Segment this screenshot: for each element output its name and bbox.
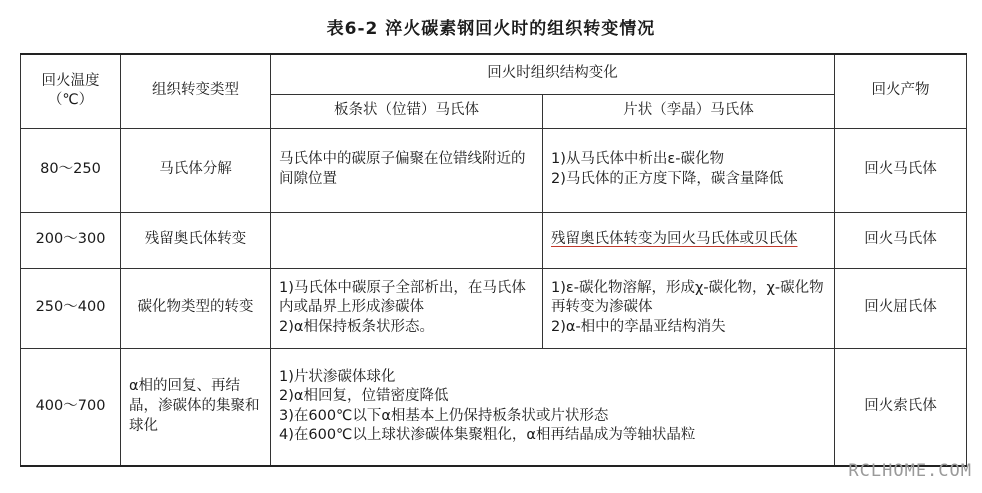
row-temp: 400～700 xyxy=(21,348,121,466)
row-plate-line: 2)α-相中的孪晶亚结构消失 xyxy=(551,318,726,335)
header-type: 组织转变类型 xyxy=(121,54,271,128)
row-merged xyxy=(271,348,835,466)
row-type: 残留奥氏体转变 xyxy=(121,212,271,268)
row-plate-line: 2)马氏体的正方度下降，碳含量降低 xyxy=(551,171,784,187)
table-row xyxy=(21,128,967,212)
row-merged-line: 4)在600℃以上球状渗碳体集聚粗化，α相再结晶成为等轴状晶粒 xyxy=(279,427,696,444)
row-type: α相的回复、再结晶，渗碳体的集聚和球化 xyxy=(121,348,271,466)
table-row xyxy=(21,348,967,466)
table-title: 表6-2 淬火碳素钢回火时的组织转变情况 xyxy=(326,19,656,39)
row-plate-line: 残留奥氏体转变为回火马氏体或贝氏体 xyxy=(551,231,798,248)
header-change: 回火时组织结构变化 xyxy=(271,54,835,94)
row-product: 回火马氏体 xyxy=(835,128,967,212)
row-lath xyxy=(271,128,543,212)
row-lath-line: 2)α相保持板条状形态。 xyxy=(279,318,434,335)
row-plate xyxy=(543,268,835,348)
row-product: 回火屈氏体 xyxy=(835,268,967,348)
row-lath-empty xyxy=(271,212,543,268)
row-plate xyxy=(543,212,835,268)
table-row xyxy=(21,212,967,268)
row-product: 回火马氏体 xyxy=(835,212,967,268)
row-merged-line: 2)α相回复，位错密度降低 xyxy=(279,388,449,405)
header-product: 回火产物 xyxy=(835,54,967,128)
row-merged-line: 3)在600℃以下α相基本上仍保持板条状或片状形态 xyxy=(279,407,609,424)
watermark: RCLHOME.COM xyxy=(848,461,972,481)
header-row-1 xyxy=(21,54,967,94)
row-temp: 80～250 xyxy=(21,128,121,212)
header-temp: 回火温度（℃） xyxy=(21,54,121,128)
row-plate-line: 1)ε-碳化物溶解，形成χ-碳化物，χ-碳化物再转变为渗碳体 xyxy=(551,279,824,316)
tempering-table xyxy=(20,53,967,467)
row-temp: 250～400 xyxy=(21,268,121,348)
row-type: 马氏体分解 xyxy=(121,128,271,212)
row-product: 回火索氏体 xyxy=(835,348,967,466)
row-type: 碳化物类型的转变 xyxy=(121,268,271,348)
header-plate: 片状（孪晶）马氏体 xyxy=(543,94,835,128)
row-lath xyxy=(271,268,543,348)
header-lath: 板条状（位错）马氏体 xyxy=(271,94,543,128)
row-lath-line: 马氏体中的碳原子偏聚在位错线附近的间隙位置 xyxy=(279,151,526,187)
table-row xyxy=(21,268,967,348)
row-temp: 200～300 xyxy=(21,212,121,268)
row-plate-line: 1)从马氏体中析出ε-碳化物 xyxy=(551,151,724,168)
row-merged-line: 1)片状渗碳体球化 xyxy=(279,368,396,385)
row-plate xyxy=(543,128,835,212)
row-lath-line: 1)马氏体中碳原子全部析出，在马氏体内或晶界上形成渗碳体 xyxy=(279,279,526,316)
